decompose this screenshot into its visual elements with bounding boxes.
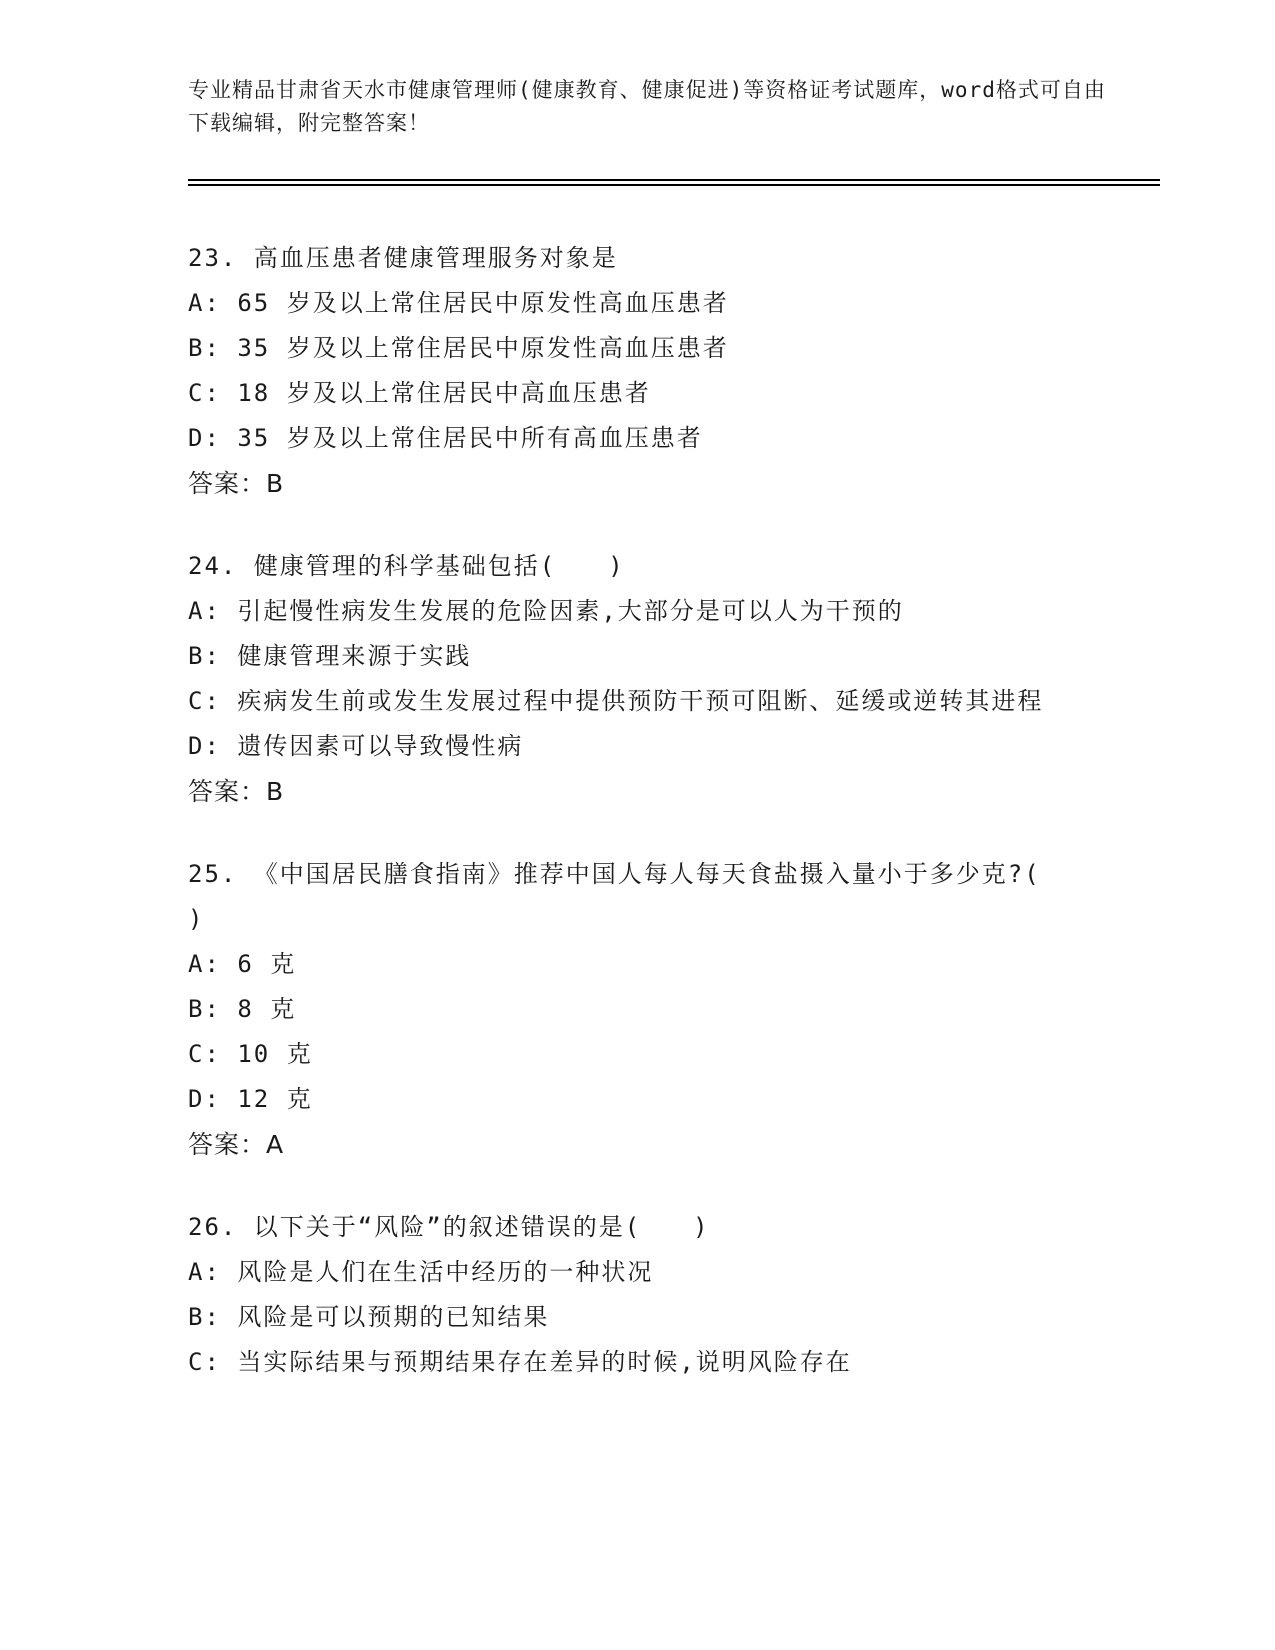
question-stem: 26. 以下关于“风险”的叙述错误的是( ) xyxy=(188,1213,710,1241)
answer: 答案：B xyxy=(188,469,285,498)
option-d: D: 12 克 xyxy=(188,1085,313,1113)
option-d: D: 35 岁及以上常住居民中所有高血压患者 xyxy=(188,424,703,452)
question-25 xyxy=(188,852,1093,1167)
document-header: 专业精品甘肃省天水市健康管理师(健康教育、健康促进)等资格证考试题库，word格式可自由下载编辑，附完整答案！ xyxy=(188,78,1106,135)
option-b: B: 风险是可以预期的已知结果 xyxy=(188,1303,550,1331)
header-divider-top xyxy=(188,179,1160,181)
answer: 答案：B xyxy=(188,777,285,806)
question-stem: 25. 《中国居民膳食指南》推荐中国人每人每天食盐摄入量小于多少克?( ) xyxy=(188,860,1093,933)
option-c: C: 当实际结果与预期结果存在差异的时候,说明风险存在 xyxy=(188,1348,852,1376)
option-c: C: 18 岁及以上常住居民中高血压患者 xyxy=(188,379,651,407)
option-d: D: 遗传因素可以导致慢性病 xyxy=(188,732,524,760)
question-24 xyxy=(188,544,1088,814)
question-list xyxy=(188,236,1093,1423)
question-26 xyxy=(188,1205,1088,1385)
option-c: C: 10 克 xyxy=(188,1040,313,1068)
option-c: C: 疾病发生前或发生发展过程中提供预防干预可阻断、延缓或逆转其进程 xyxy=(188,687,1044,715)
option-a: A: 风险是人们在生活中经历的一种状况 xyxy=(188,1258,654,1286)
question-stem: 23. 高血压患者健康管理服务对象是 xyxy=(188,244,618,272)
option-b: B: 健康管理来源于实践 xyxy=(188,642,472,670)
question-stem: 24. 健康管理的科学基础包括( ) xyxy=(188,552,625,580)
option-a: A: 65 岁及以上常住居民中原发性高血压患者 xyxy=(188,289,729,317)
answer: 答案：A xyxy=(188,1130,285,1159)
option-b: B: 35 岁及以上常住居民中原发性高血压患者 xyxy=(188,334,729,362)
option-a: A: 6 克 xyxy=(188,950,297,978)
question-23 xyxy=(188,236,1088,506)
header-divider-bottom xyxy=(188,184,1160,186)
option-a: A: 引起慢性病发生发展的危险因素,大部分是可以人为干预的 xyxy=(188,597,904,625)
option-b: B: 8 克 xyxy=(188,995,297,1023)
